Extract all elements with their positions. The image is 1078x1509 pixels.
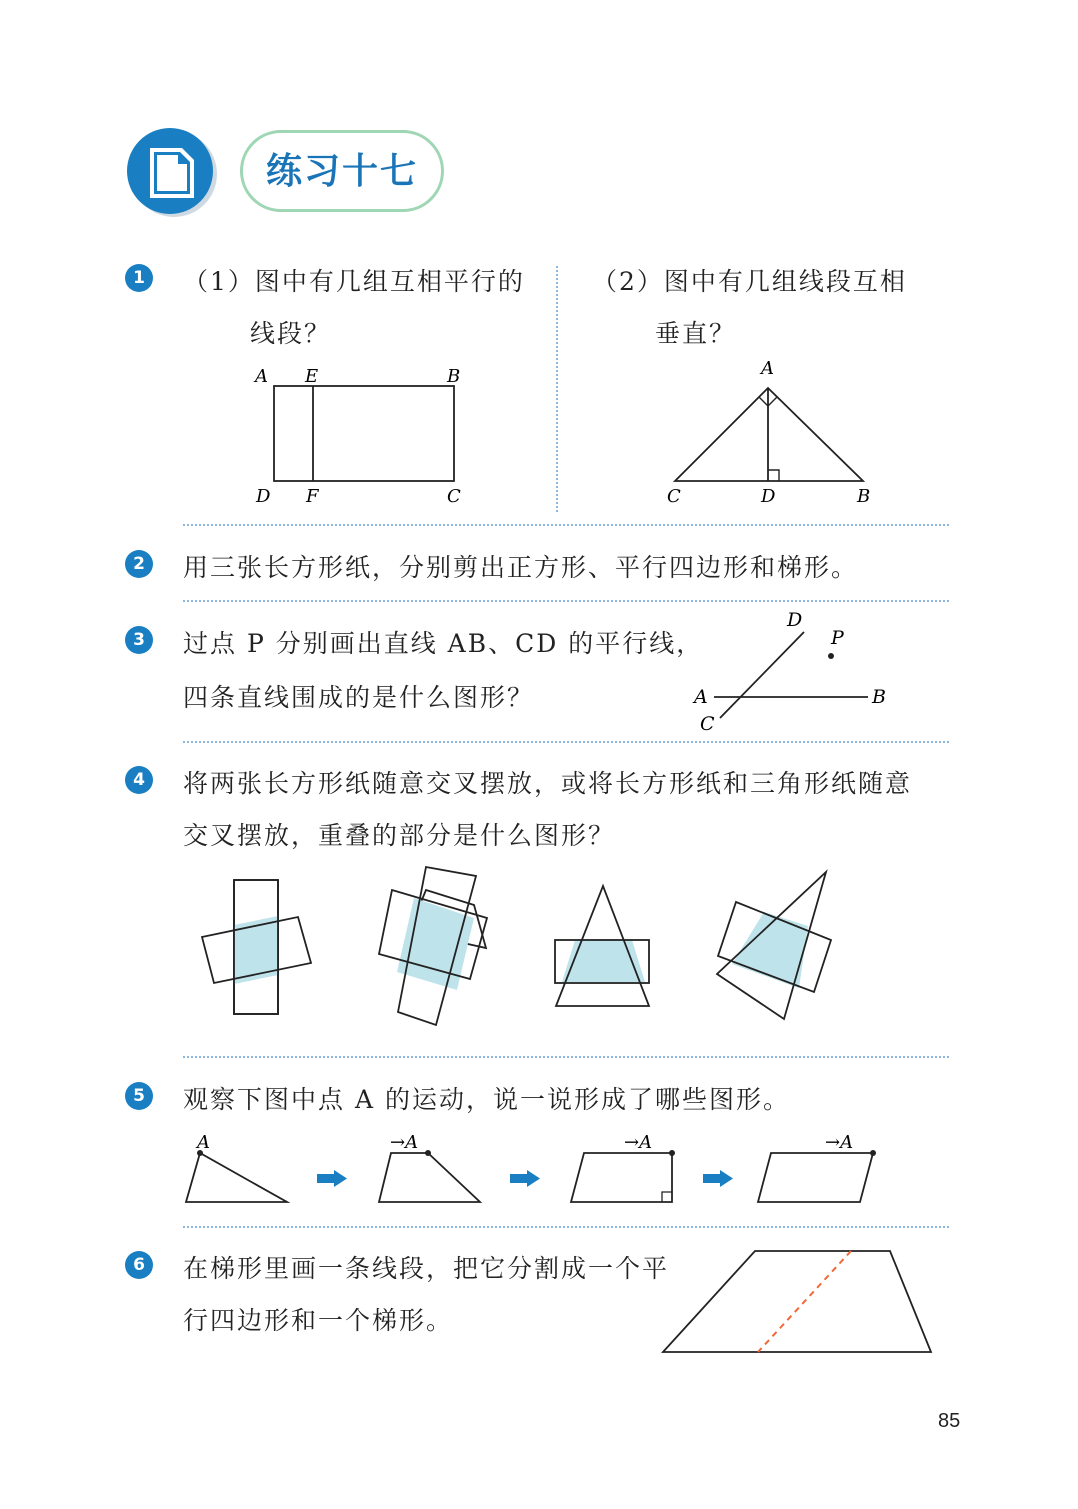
divider bbox=[183, 1056, 949, 1058]
divider bbox=[183, 600, 949, 602]
exercise-number-6: 6 bbox=[125, 1251, 153, 1279]
point-a-label-3: →A bbox=[624, 1132, 653, 1153]
ex3-line2: 四条直线围成的是什么图形？ bbox=[183, 683, 535, 712]
header-document-badge bbox=[126, 128, 214, 216]
label-A: A bbox=[255, 366, 268, 387]
ex1-part2-line2: 垂直？ bbox=[655, 319, 737, 348]
point-a-label-2: →A bbox=[390, 1132, 419, 1153]
page-number: 85 bbox=[938, 1410, 961, 1432]
divider bbox=[183, 741, 949, 743]
label-F: F bbox=[306, 486, 319, 507]
ex1-rectangle-figure bbox=[245, 360, 480, 510]
point-a-label-1: A bbox=[197, 1132, 210, 1153]
point-a-label-4: →A bbox=[825, 1132, 854, 1153]
ex1-part1-line2: 线段？ bbox=[250, 319, 332, 348]
exercise-number-5: 5 bbox=[125, 1082, 153, 1110]
ex5-motion-figures bbox=[180, 1128, 900, 1210]
label-D: D bbox=[787, 609, 803, 631]
exercise-number-1: 1 bbox=[125, 264, 153, 292]
ex1-vertical-divider bbox=[556, 266, 558, 512]
ex6-trapezoid-figure bbox=[655, 1240, 945, 1362]
label-A: A bbox=[761, 358, 774, 379]
ex4-line1: 将两张长方形纸随意交叉摆放，或将长方形纸和三角形纸随意 bbox=[183, 769, 913, 798]
ex6-line2: 行四边形和一个梯形。 bbox=[183, 1306, 454, 1335]
label-B: B bbox=[447, 366, 461, 387]
label-C: C bbox=[700, 713, 715, 735]
overlap-rect-rect-2 bbox=[379, 867, 487, 1025]
divider bbox=[183, 524, 949, 526]
right-arrow-icon bbox=[317, 1170, 347, 1187]
document-icon bbox=[126, 128, 222, 224]
label-C: C bbox=[447, 486, 461, 507]
ex2-text: 用三张长方形纸，分别剪出正方形、平行四边形和梯形。 bbox=[183, 553, 859, 582]
exercise-number-4: 4 bbox=[125, 766, 153, 794]
label-D: D bbox=[761, 486, 776, 507]
label-A: A bbox=[694, 686, 708, 708]
title-pill bbox=[240, 130, 444, 212]
ex1-triangle-figure bbox=[655, 352, 885, 512]
ex1-part2-line1: （2）图中有几组线段互相 bbox=[592, 267, 907, 296]
ex6-line1: 在梯形里画一条线段，把它分割成一个平 bbox=[183, 1254, 670, 1283]
right-arrow-icon bbox=[703, 1170, 733, 1187]
label-P: P bbox=[831, 627, 844, 649]
page-title: 练习十七 bbox=[265, 150, 418, 192]
right-arrow-icon bbox=[510, 1170, 540, 1187]
ex1-part1-line1: （1）图中有几组互相平行的 bbox=[183, 267, 525, 296]
overlap-tri-rect bbox=[555, 886, 649, 1006]
ex5-text: 观察下图中点 A 的运动，说一说形成了哪些图形。 bbox=[183, 1085, 790, 1114]
label-E: E bbox=[305, 366, 319, 387]
label-C: C bbox=[667, 486, 681, 507]
label-B: B bbox=[872, 686, 886, 708]
exercise-number-2: 2 bbox=[125, 550, 153, 578]
exercise-number-3: 3 bbox=[125, 626, 153, 654]
ex3-lines-figure bbox=[690, 606, 900, 736]
overlap-rect-rect-1 bbox=[202, 880, 311, 1014]
label-D: D bbox=[256, 486, 271, 507]
label-B: B bbox=[857, 486, 871, 507]
ex3-line1: 过点 P 分别画出直线 AB、CD 的平行线， bbox=[183, 629, 704, 658]
ex4-line2: 交叉摆放，重叠的部分是什么图形？ bbox=[183, 821, 616, 850]
overlap-tri-rect-2 bbox=[717, 872, 831, 1019]
ex4-overlap-figures bbox=[190, 862, 850, 1037]
divider bbox=[183, 1226, 949, 1228]
